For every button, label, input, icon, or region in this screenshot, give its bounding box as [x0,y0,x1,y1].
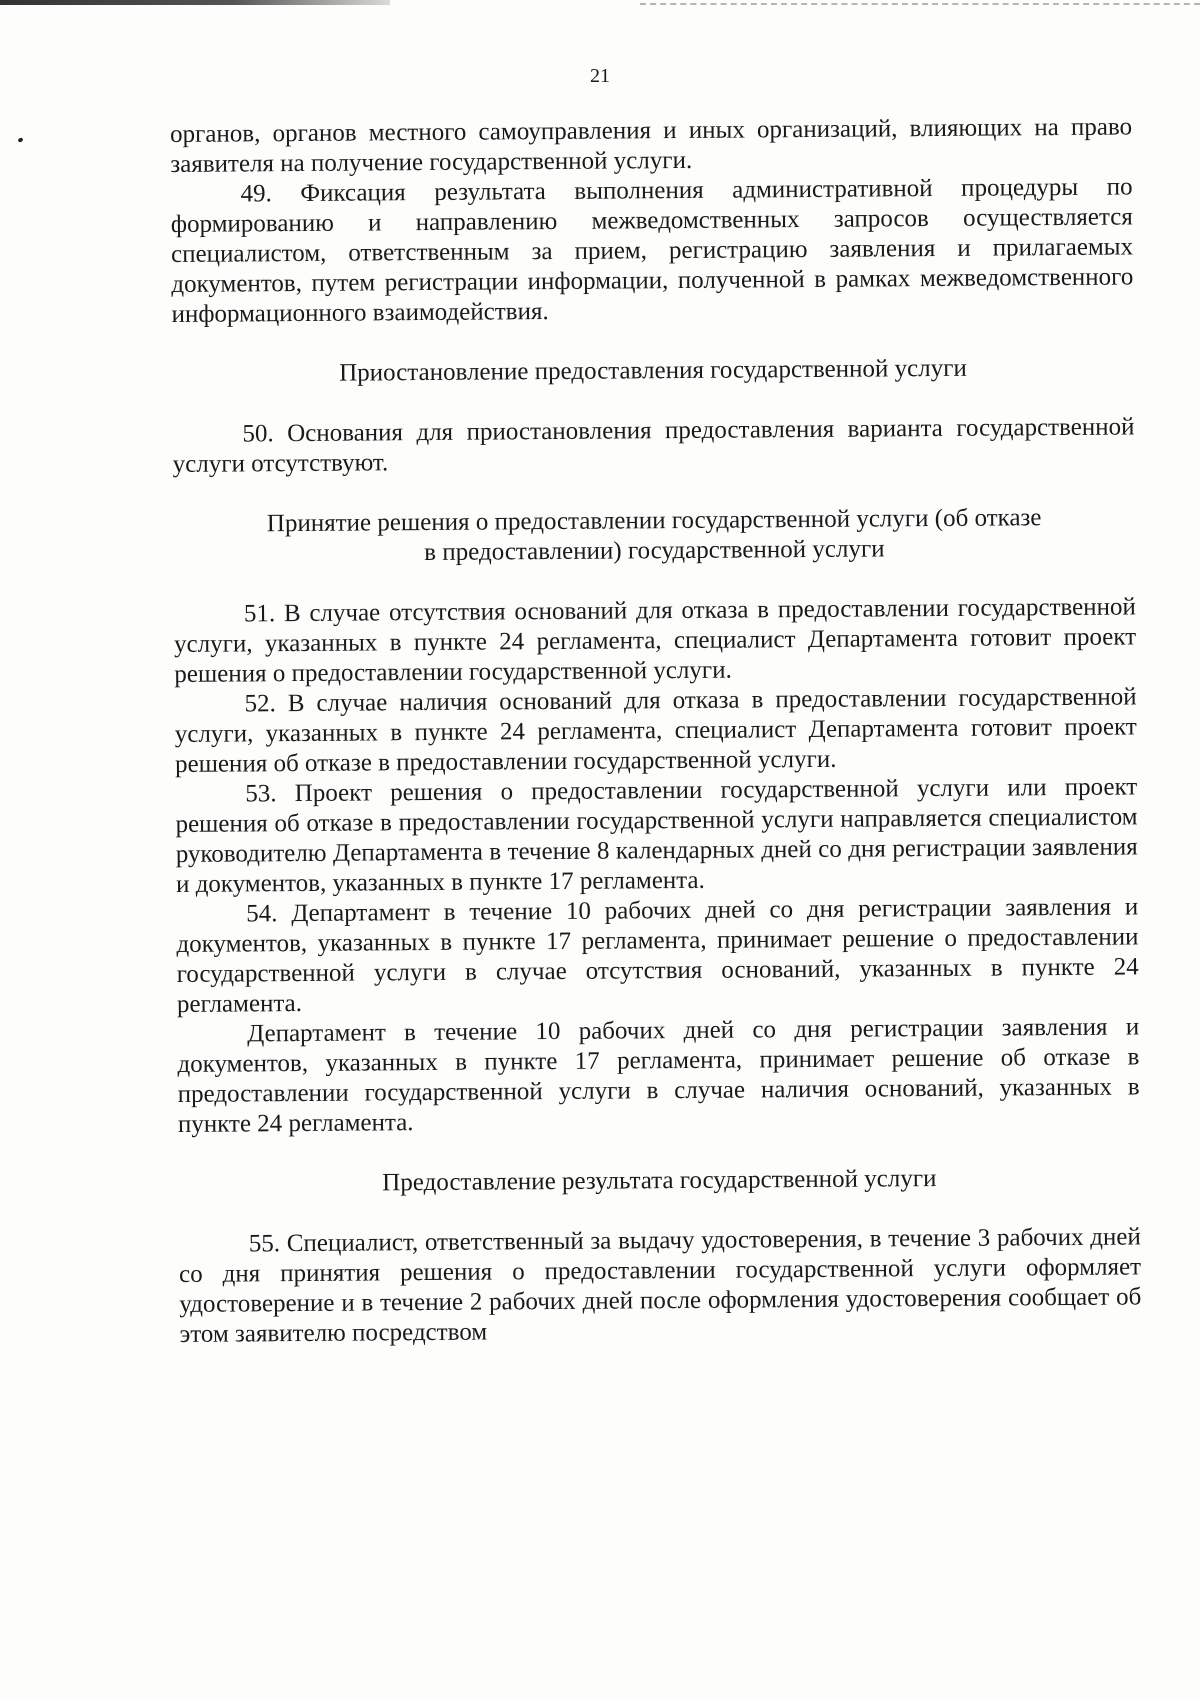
paragraph-53: 53. Проект решения о предоставлении государственной услуги или проект решения об отказе в предоставлении государственной услуги направляется специалистом руководителю Департамента в течение 8 календарных дней со дня регистрации заявления и документов, указанных в пункте 17 регламента. [175,773,1138,898]
section-heading-suspension: Приостановление предоставления государственной услуги [339,354,967,387]
paragraph-54: 54. Департамент в течение 10 рабочих дней со дня регистрации заявления и документов, указанных в пункте 17 регламента, принимает решение о предоставлении государственной услуги в случае отсутствия оснований, указанных в пункте 24 регламента. [176,893,1139,1018]
scan-edge-top-left [0,0,390,5]
scan-mark [17,137,23,143]
paragraph-55: 55. Специалист, ответственный за выдачу удостоверения, в течение 3 рабочих дней со дня принятия решения о предоставлении государственной услуги оформляет удостоверение и в течение 2 рабочих дней после оформления удостоверения сообщает об этом заявителю посредством [178,1223,1142,1348]
section-heading-result: Предоставление результата государственной услуги [382,1165,937,1197]
section-heading-decision [173,502,1135,570]
document-body [170,112,1142,1350]
section-heading-decision-text: Принятие решения о предоставлении государственной услуги (об отказе в предоставлении) государственной услуги [266,504,1042,567]
paragraph-51: 51. В случае отсутствия оснований для отказа в предоставлении государственной услуги, указанных в пункте 24 регламента, специалист Департамента готовит проект решения о предоставлении государственной услуги. [174,593,1137,688]
paragraph-52: 52. В случае наличия оснований для отказа в предоставлении государственной услуги, указанных в пункте 24 регламента, специалист Департамента готовит проект решения об отказе в предоставлении государственной услуги. [174,683,1137,778]
paragraph-54-refusal: Департамент в течение 10 рабочих дней со дня регистрации заявления и документов, указанных в пункте 17 регламента, принимает решение об отказе в предоставлении государственной услуги в случае наличия оснований, указанных в пункте 24 регламента. [177,1013,1140,1138]
scan-edge-top-right [640,3,1200,5]
paragraph-continuation: органов, органов местного самоуправления и иных организаций, влияющих на право заявителя на получение государственной услуги. [170,113,1133,178]
page-number: 21 [590,65,610,87]
paragraph-49: 49. Фиксация результата выполнения административной процедуры по формированию и направлению межведомственных запросов осуществляется специалистом, ответственным за прием, регистрацию заявления и прилагаемых документов, путем регистрации информации, полученной в рамках межведомственного информационного взаимодействия. [170,173,1134,328]
paragraph-50: 50. Основания для приостановления предоставления варианта государственной услуги отсутствуют. [172,413,1135,478]
